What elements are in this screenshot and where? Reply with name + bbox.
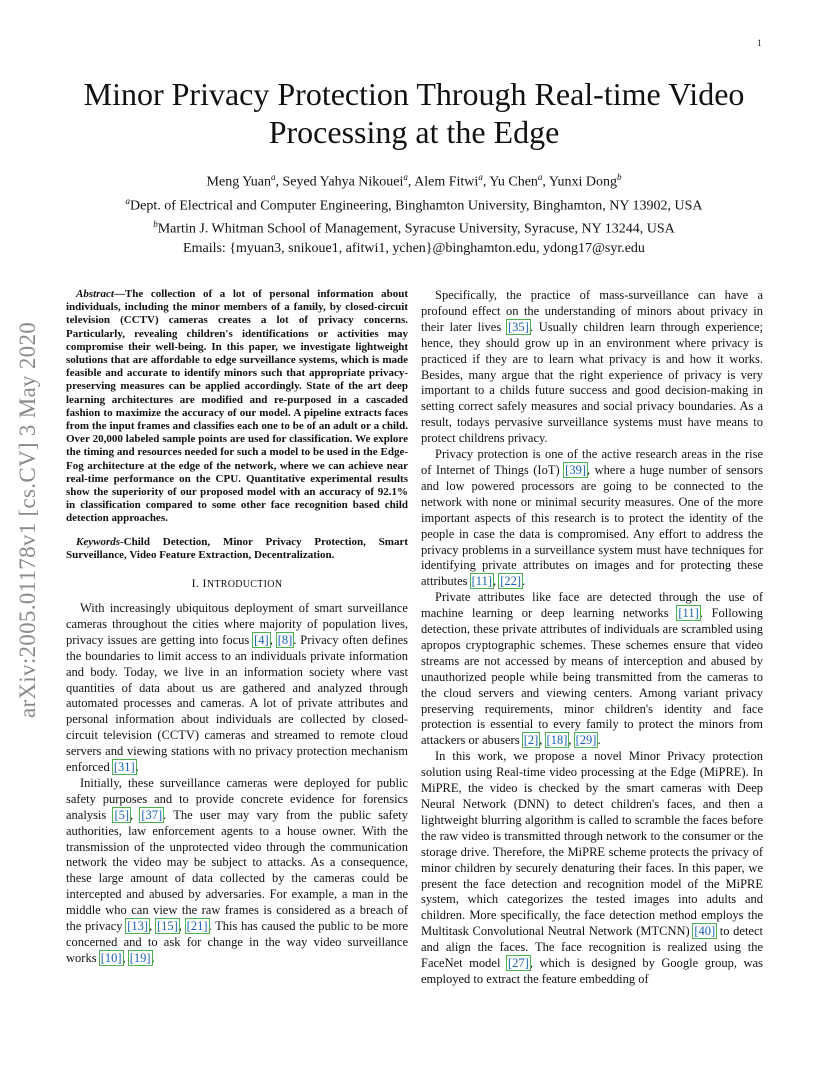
text-run: . This has caused the public to be more concerned and to ask for change in the way video surveillance works: [66, 919, 409, 965]
abstract-text: —The collection of a lot of personal information about individuals, including the minor members of a family, by closed-circuit television (CCTV) cameras creates a lot of privacy concerns. Particularly, revealing children's identifications or activities may compromise their well-being. In this paper, we investigate lightweight solutions that are affordable to edge surveillance systems, which is made feasible and accurate to identify minors such that appropriate privacy-preserving measures can be applied accordingly. State of the art deep learning architectures are modified and re-purposed in a cascaded fashion to maximize the accuracy of our model. A pipeline extracts faces from the input frames and classifies each one to be of an adult or a child. Over 20,000 labeled sample points are used for classification. We explore the timing and resources needed for such a model to be used in the Edge-Fog architecture at the edge of the network, where we can achieve near real-time performance on the CPU. Quantitative experimental results show the superiority of our proposed model with an accuracy of 92.1% in classification compared to some other face recognition based child detection approaches.: [66, 288, 408, 525]
text-run: Privacy protection is one of the active research areas in the rise of Internet of Things (IoT): [421, 447, 763, 477]
author-name: , Alem Fitwi: [407, 174, 479, 190]
citation-link[interactable]: [35]: [507, 319, 529, 334]
text-run: , which is designed by Google group, was employed to extract the feature embedding of: [421, 956, 763, 986]
citation-link[interactable]: [21]: [186, 919, 208, 934]
citation-link[interactable]: [5]: [114, 807, 130, 822]
section-title-initial: I: [202, 576, 207, 591]
paper-title: [40, 75, 788, 151]
affiliation-marker: a: [537, 172, 543, 182]
keywords-label: Keywords: [76, 535, 120, 548]
arxiv-identifier-text: arXiv:2005.01178v1 [cs.CV] 3 May 2020: [15, 321, 40, 719]
affiliation-text: Dept. of Electrical and Computer Engineering, Binghamton University, Binghamton, NY 13902, USA: [130, 198, 703, 214]
title-line-2: Processing at the Edge: [268, 114, 560, 150]
affiliation-marker: a: [403, 172, 408, 182]
affiliation-marker: b: [153, 219, 158, 230]
paragraph: [421, 447, 763, 590]
text-run: . The user may vary from the public safety authorities, law enforcement agents to a house owner. With the transmission of the unprotected video through the communication network the video may be subject to attacks. As a consequence, these large amount of data collected by the cameras could be intercepted and abused by adversaries. For example, a man in the middle who can view the raw frames is considered as a breach of the privacy: [66, 807, 408, 934]
text-run: .: [597, 733, 601, 748]
paragraph: [421, 288, 763, 447]
text-run: . Privacy often defines the boundaries to limit access to an individuals private information and body. Today, we live in an information society where vast quantities of data about us are gathered and analyzed through automated processes and cameras. A lot of private attributes and personal information about individuals are collected by closed-circuit television (CCTV) cameras and streamed to remote cloud servers and viewing stations with no privacy protection mechanism enforced: [66, 632, 409, 775]
text-run: . Usually children learn through experience; hence, they should grow up in an environment where privacy is practiced if they are to learn what privacy is and how it works. Besides, many argue that the right experience of privacy is very important to a childs future success and good decision-making in setting correct safely measures and social privacy boundaries. As a result, todays pervasive surveillance systems must have means to protect childrens privacy.: [421, 319, 763, 446]
text-run: to detect and align the faces. The face recognition is realized using the FaceNet model: [421, 924, 763, 971]
left-column: [66, 288, 408, 967]
citation-link[interactable]: [11]: [678, 606, 699, 621]
citation-link[interactable]: [40]: [694, 924, 716, 939]
text-run: With increasingly ubiquitous deployment of smart surveillance cameras throughout the cities where majority of population lives, privacy issues are getting into focus: [66, 600, 408, 647]
text-run: . Following detection, these private attributes of individuals are scrambled using apropos cryptographic schemes. These schemes ensure that video streams are not accessed by means of interception and abused by unauthorized people while being transmitted from the cameras to the cloud servers and viewing centers. Among variant privacy preserving requirements, minor children's identity and face protection is essential to every family to protect the minors from attackers or abusers: [421, 606, 763, 748]
text-run: Initially, these surveillance cameras were deployed for public safety purposes and to provide concrete evidence for forensics analysis: [66, 775, 408, 822]
affiliation-b: [40, 215, 788, 239]
affiliation-text: Martin J. Whitman School of Management, Syracuse University, Syracuse, NY 13244, USA: [157, 221, 675, 237]
citation-link[interactable]: [39]: [565, 462, 586, 477]
title-line-1: Minor Privacy Protection Through Real-time Video: [83, 76, 745, 112]
text-run: , where a huge number of sensors and low powered processors are going to be connected to the network with none or minimal security measures. One of the more important aspects of this research is to protect the identity of the people in case the data is compromised. Any effort to address the privacy problems in a surveillance system must have techniques for identifying private attributes on images and for protecting these attributes: [421, 462, 763, 589]
affiliation-marker: b: [616, 172, 622, 182]
author-name: , Yu Chen: [482, 174, 538, 190]
affiliation-a: [40, 192, 788, 216]
citation-link[interactable]: [4]: [254, 632, 269, 647]
paragraph: [421, 749, 763, 988]
affiliation-marker: a: [270, 172, 276, 182]
paragraph: [421, 590, 763, 749]
text-run: ,: [122, 950, 129, 965]
text-run: ,: [539, 733, 546, 748]
author-block: [40, 168, 788, 258]
text-run: ,: [130, 807, 141, 822]
arxiv-identifier-stamp: [8, 270, 48, 770]
citation-link[interactable]: [13]: [127, 919, 149, 934]
citation-link[interactable]: [15]: [156, 919, 178, 934]
text-run: Specifically, the practice of mass-surveillance can have a profound effect on the understanding of minors about privacy in their later lives: [421, 288, 763, 334]
text-run: ,: [269, 632, 277, 647]
page-number: 1: [757, 38, 762, 48]
citation-link[interactable]: [22]: [500, 574, 522, 589]
citation-link[interactable]: [8]: [277, 632, 293, 647]
section-numeral: I.: [191, 576, 203, 591]
author-name: , Yunxi Dong: [542, 174, 617, 190]
citation-link[interactable]: [2]: [523, 733, 539, 748]
author-name: Meng Yuan: [206, 174, 271, 190]
section-heading-introduction: [66, 576, 408, 593]
text-run: In this work, we propose a novel Minor Privacy protection solution using Real-time video processing at the Edge (MiPRE). In MiPRE, the video is checked by the smart cameras with Deep Neural Network (DNN) to detect children's faces, and then a lightweight blurring algorithm is called to scramble the faces before the raw video is transmitted through network to the consumer or the storage drive. Therefore, the MiPRE scheme protects the privacy of minor children by securely denaturing their faces. In this paper, we present the face detection and recognition model of the MiPRE system, which categorizes the tested images into adults and children. More specifically, the face detection method employs the Multitask Convolutional Neutral Network (MTCNN): [421, 749, 763, 939]
text-run: Private attributes like face are detected through the use of machine learning or deep learning networks: [421, 590, 763, 621]
paragraph: [66, 776, 408, 967]
abstract: [66, 288, 408, 526]
right-column: [421, 288, 763, 988]
text-run: ,: [178, 919, 186, 934]
text-run: ,: [149, 919, 156, 934]
text-run: .: [151, 950, 155, 965]
text-run: ,: [568, 733, 575, 748]
citation-link[interactable]: [27]: [507, 956, 529, 971]
paragraph: [66, 601, 408, 776]
citation-link[interactable]: [29]: [575, 733, 597, 748]
abstract-label: Abstract: [76, 288, 114, 300]
section-title-rest: NTRODUCTION: [206, 579, 283, 591]
citation-link[interactable]: [18]: [546, 733, 568, 748]
author-name: , Seyed Yahya Nikouei: [275, 174, 404, 190]
affiliation-marker: a: [478, 172, 483, 182]
text-run: .: [522, 574, 526, 589]
citation-link[interactable]: [11]: [471, 574, 493, 589]
text-run: ,: [493, 574, 500, 589]
citation-link[interactable]: [10]: [100, 950, 122, 965]
affiliation-marker: a: [125, 195, 130, 206]
citation-link[interactable]: [37]: [141, 807, 163, 822]
text-run: .: [135, 760, 139, 775]
citation-link[interactable]: [19]: [129, 950, 151, 965]
author-emails: Emails: {myuan3, snikoue1, afitwi1, ychen}@binghamton.edu, ydong17@syr.edu: [183, 240, 645, 256]
author-names: [40, 168, 788, 192]
citation-link[interactable]: [31]: [113, 760, 135, 775]
keywords-text: -Child Detection, Minor Privacy Protection, Smart Surveillance, Video Feature Extraction, Decentralization.: [66, 535, 408, 561]
keywords: [66, 536, 408, 562]
